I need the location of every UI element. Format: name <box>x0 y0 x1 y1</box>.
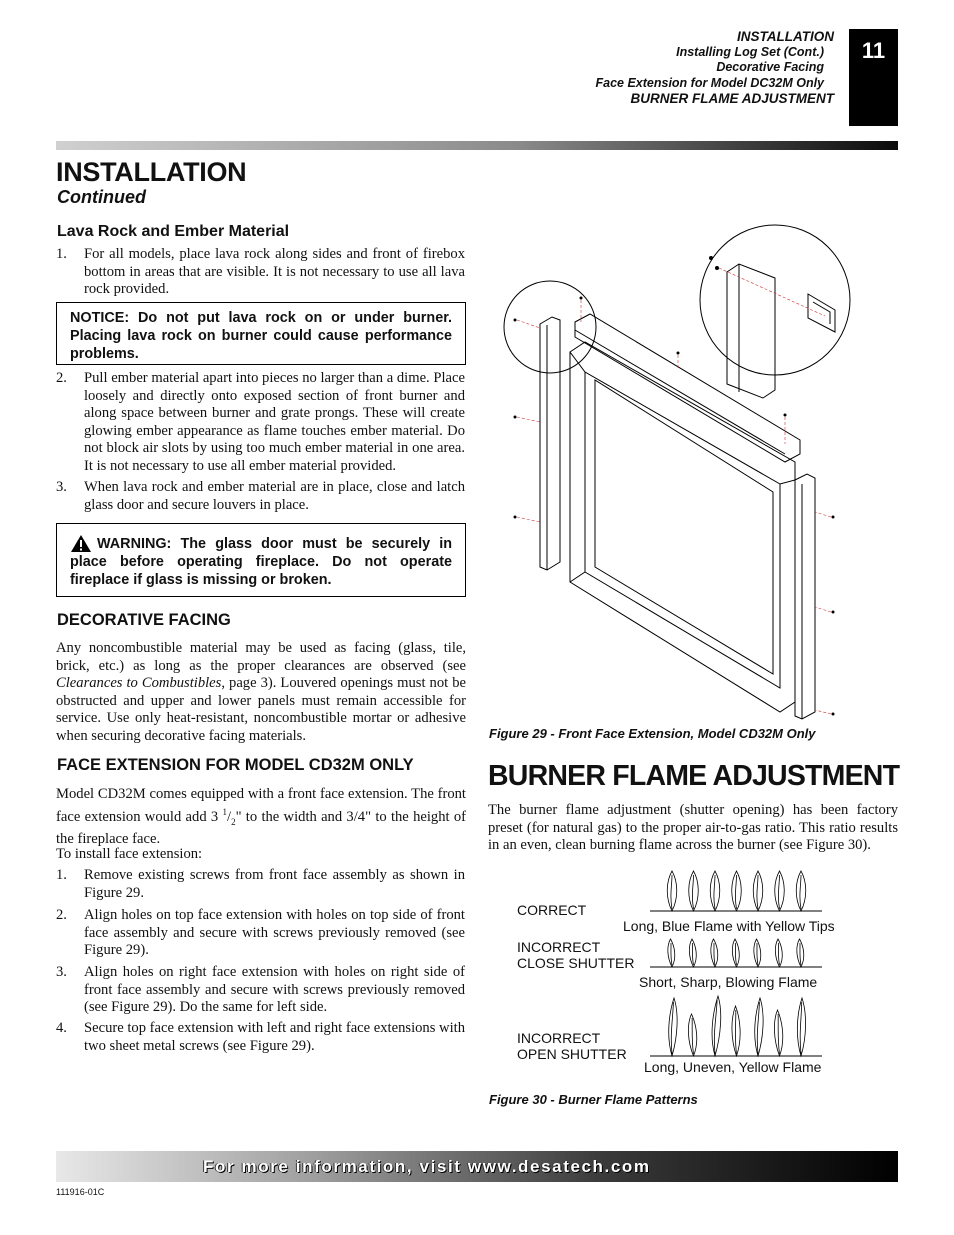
document-number: 111916-01C <box>56 1187 105 1197</box>
decorative-paragraph: Any noncombustible material may be used as facing (glass, tile, brick, etc.) as long as the proper clearances are observed (see Clearances to Combustibles, page 3). Louvered openings must not be obstructed and upper and lower panels must remain accessible for service. Use only heat-resistant, noncombustible mortar or adhesive when securing decorative facing materials. <box>56 640 466 744</box>
decorative-heading: DECORATIVE FACING <box>57 611 231 629</box>
to-install-label: To install face extension: <box>56 846 203 862</box>
short-flame-inner <box>671 943 672 965</box>
short-flame-inner <box>778 943 779 965</box>
correct-flame-inner <box>735 875 736 909</box>
list-item: 3. Align holes on right face extension with holes on right side of front face assembly and secure with screws previously removed (see Figure 29). Do the same for left side. <box>56 964 465 1015</box>
figure-29-caption: Figure 29 - Front Face Extension, Model CD32M Only <box>489 726 816 741</box>
close-shutter-label: INCORRECT CLOSE SHUTTER <box>517 939 635 971</box>
top-rule <box>56 141 898 150</box>
correct-flame-inner <box>714 875 715 909</box>
uneven-flame-inner <box>735 1010 736 1054</box>
correct-flame-inner <box>692 875 693 909</box>
list-item: 2. Pull ember material apart into pieces no larger than a dime. Place loosely and directly onto exposed section of front burner and along space between burner and grate prongs. These will create glowing ember appearance as flame touches ember material. Do not block air slots by using too much ember material in one area. It is not necessary to use all ember material provided. <box>56 370 465 474</box>
open-shutter-label: INCORRECT OPEN SHUTTER <box>517 1030 627 1062</box>
footer-banner <box>56 1151 898 1182</box>
correct-description: Long, Blue Flame with Yellow Tips <box>623 918 835 934</box>
open-shutter-description: Long, Uneven, Yellow Flame <box>644 1059 822 1075</box>
footer-link-text[interactable]: For more information, visit www.desatech.com <box>203 1157 651 1176</box>
header-tab-face-extension: Face Extension for Model DC32M Only <box>595 75 824 90</box>
flame-patterns-drawing <box>640 866 830 1062</box>
lava-heading: Lava Rock and Ember Material <box>57 223 290 240</box>
header-tab-decorative: Decorative Facing <box>716 60 824 74</box>
short-flame-inner <box>735 943 736 965</box>
correct-flame-inner <box>757 875 758 909</box>
page-number: 11 <box>849 29 898 126</box>
installation-subtitle: Continued <box>57 187 146 207</box>
short-flame-inner <box>800 943 801 965</box>
installation-title: INSTALLATION <box>56 157 247 187</box>
notice-box: NOTICE: Do not put lava rock on or under burner. Placing lava rock on burner could cause performance problems. <box>56 302 466 365</box>
header-section-tabs <box>595 29 834 107</box>
burner-title: BURNER FLAME ADJUSTMENT <box>488 760 900 792</box>
short-flame-inner <box>714 943 715 965</box>
header-tab-log-set: Installing Log Set (Cont.) <box>676 44 824 59</box>
uneven-flame <box>712 996 721 1056</box>
detail-circle-left <box>504 281 596 373</box>
correct-flame-inner <box>800 875 801 909</box>
uneven-flame-inner <box>757 1002 759 1054</box>
warning-triangle-icon <box>70 534 92 553</box>
uneven-flame-inner <box>671 1002 673 1054</box>
face-extension-heading: FACE EXTENSION FOR MODEL CD32M ONLY <box>57 756 414 774</box>
list-item: 1. For all models, place lava rock along sides and front of firebox bottom in areas that are visible. It is not necessary to use all lava rock provided. <box>56 246 465 297</box>
figure-30-caption: Figure 30 - Burner Flame Patterns <box>489 1092 698 1107</box>
short-flame-inner <box>692 943 693 965</box>
burner-paragraph: The burner flame adjustment (shutter opening) has been factory preset (for natural gas) to the proper air-to-gas ratio. This ratio results in an even, clean burning flame across the burner (see Figure 30). <box>488 802 898 853</box>
header-tab-burner: BURNER FLAME ADJUSTMENT <box>630 91 834 106</box>
face-extension-diagram <box>495 222 865 727</box>
warning-box: WARNING: The glass door must be securely in place before operating fireplace. Do not operate fireplace if glass is missing or broken. <box>56 523 466 597</box>
list-item: 2. Align holes on top face extension with holes on top side of front face assembly and secure with screws previously removed (see Figure 29). <box>56 907 465 958</box>
close-shutter-description: Short, Sharp, Blowing Flame <box>639 974 818 990</box>
header-tab-installation: INSTALLATION <box>737 29 834 44</box>
list-item: 3. When lava rock and ember material are in place, close and latch glass door and secure louvers in place. <box>56 479 465 513</box>
correct-flame-inner <box>671 875 672 909</box>
list-item: 1. Remove existing screws from front face assembly as shown in Figure 29. <box>56 867 465 901</box>
face-extension-intro: Model CD32M comes equipped with a front face extension. The front face extension would add 3 $^1/_2$" to the width and 3/4" to the height of the fireplace face. <box>56 786 466 847</box>
uneven-flame-inner <box>692 1018 693 1054</box>
correct-flame-inner <box>778 875 779 909</box>
uneven-flame-inner <box>800 1002 802 1054</box>
correct-label: CORRECT <box>517 902 587 918</box>
uneven-flame-inner <box>778 1014 779 1054</box>
short-flame-inner <box>757 943 758 965</box>
list-item: 4. Secure top face extension with left and right face extensions with two sheet metal screws (see Figure 29). <box>56 1020 465 1054</box>
